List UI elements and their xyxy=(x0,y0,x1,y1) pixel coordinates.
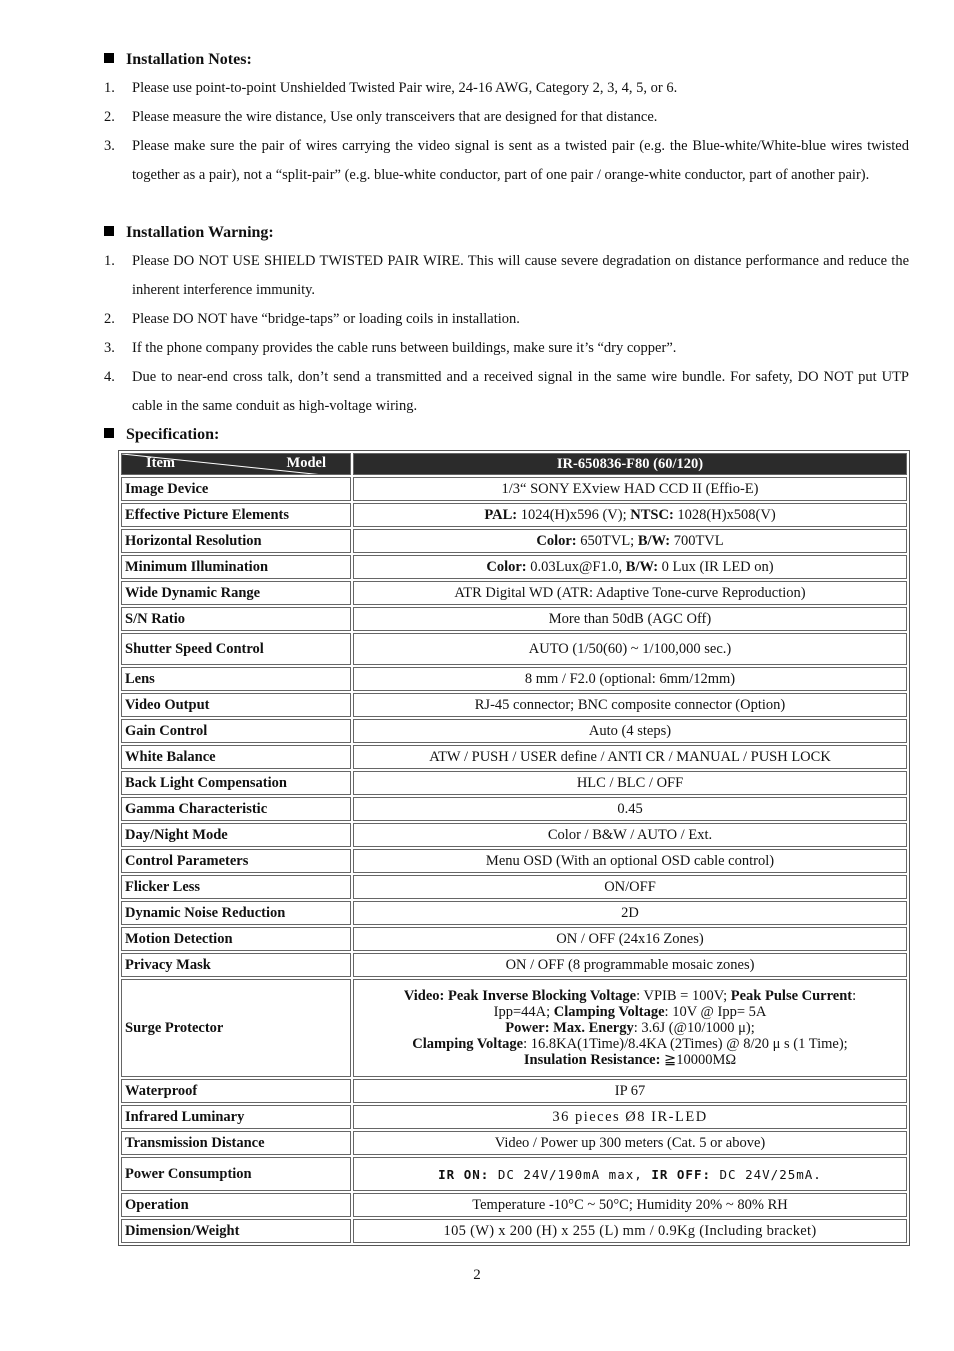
row-label: S/N Ratio xyxy=(121,607,351,631)
row-value: IR ON: DC 24V/190mA max, IR OFF: DC 24V/25mA. xyxy=(353,1157,907,1191)
row-value: Video: Peak Inverse Blocking Voltage: VPIB = 100V; Peak Pulse Current: Ipp=44A; Clamping Voltage: 10V @ Ipp= 5A Power: Max. Energy: 3.6J (@10/1000 μ); Clamping Voltage: 16.8KA(1Time)/8.4KA (2Times) @ 8/20 μ s (1 Time); Insulation Resistance: ≧10000MΩ xyxy=(353,979,907,1077)
row-label: Horizontal Resolution xyxy=(121,529,351,553)
list-item: 3. Please make sure the pair of wires carrying the video signal is sent as a twisted pair (e.g. the Blue-white/White-blue wires twisted together as a pair), not a “split-pair” (e.g. blue-white conductor, part of one pair / orange-white conductor, part of another pair). xyxy=(104,138,909,183)
row-value: PAL: 1024(H)x596 (V); NTSC: 1028(H)x508(V) xyxy=(353,503,907,527)
row-label: Image Device xyxy=(121,477,351,501)
row-label: Power Consumption xyxy=(121,1157,351,1191)
row-value: RJ-45 connector; BNC composite connector (Option) xyxy=(353,693,907,717)
row-value: AUTO (1/50(60) ~ 1/100,000 sec.) xyxy=(353,633,907,665)
row-label: Gamma Characteristic xyxy=(121,797,351,821)
table-row xyxy=(121,875,907,899)
row-value: IP 67 xyxy=(353,1079,907,1103)
row-value: HLC / BLC / OFF xyxy=(353,771,907,795)
row-label: Privacy Mask xyxy=(121,953,351,977)
section-installation-warning xyxy=(104,224,274,242)
row-value: Auto (4 steps) xyxy=(353,719,907,743)
table-row xyxy=(121,555,907,579)
list-item: 1. Please DO NOT USE SHIELD TWISTED PAIR WIRE. This will cause severe degradation on distance performance and reduce the inherent interference immunity. xyxy=(104,253,909,298)
row-label: Dynamic Noise Reduction xyxy=(121,901,351,925)
row-value: ON / OFF (8 programmable mosaic zones) xyxy=(353,953,907,977)
row-value: 105 (W) x 200 (H) x 255 (L) mm / 0.9Kg (Including bracket) xyxy=(353,1219,907,1243)
table-row xyxy=(121,1157,907,1191)
list-item: 1. Please use point-to-point Unshielded Twisted Pair wire, 24-16 AWG, Category 2, 3, 4, 5, or 6. xyxy=(104,80,678,96)
row-label: Video Output xyxy=(121,693,351,717)
table-row xyxy=(121,771,907,795)
row-label: Day/Night Mode xyxy=(121,823,351,847)
list-item: 4. Due to near-end cross talk, don’t send a transmitted and a received signal in the same wire bundle. For safety, DO NOT put UTP cable in the same conduit as high-voltage wiring. xyxy=(104,369,909,414)
table-row xyxy=(121,849,907,873)
table-row xyxy=(121,823,907,847)
table-header-row xyxy=(121,453,907,475)
specification-table xyxy=(118,450,910,1246)
header-item-label: Item xyxy=(146,455,175,471)
row-value: More than 50dB (AGC Off) xyxy=(353,607,907,631)
section-title: Specification: xyxy=(126,426,220,443)
square-bullet-icon xyxy=(104,226,114,236)
row-value: 1/3“ SONY EXview HAD CCD II (Effio-E) xyxy=(353,477,907,501)
row-label: Operation xyxy=(121,1193,351,1217)
section-specification xyxy=(104,426,219,444)
row-label: Back Light Compensation xyxy=(121,771,351,795)
table-row xyxy=(121,953,907,977)
table-row xyxy=(121,927,907,951)
table-row xyxy=(121,693,907,717)
square-bullet-icon xyxy=(104,53,114,63)
row-label: Waterproof xyxy=(121,1079,351,1103)
row-value: Menu OSD (With an optional OSD cable control) xyxy=(353,849,907,873)
row-label: Control Parameters xyxy=(121,849,351,873)
row-value: Color: 0.03Lux@F1.0, B/W: 0 Lux (IR LED on) xyxy=(353,555,907,579)
row-value: 2D xyxy=(353,901,907,925)
row-value: ON / OFF (24x16 Zones) xyxy=(353,927,907,951)
table-row xyxy=(121,797,907,821)
row-label: Surge Protector xyxy=(121,979,351,1077)
table-row xyxy=(121,1193,907,1217)
section-title: Installation Notes: xyxy=(126,51,252,68)
header-model-label: Model xyxy=(286,455,326,471)
header-item-model-cell xyxy=(121,453,351,475)
table-row xyxy=(121,503,907,527)
square-bullet-icon xyxy=(104,428,114,438)
table-row xyxy=(121,607,907,631)
table-row xyxy=(121,745,907,769)
row-value: Temperature -10°C ~ 50°C; Humidity 20% ~ 80% RH xyxy=(353,1193,907,1217)
section-installation-notes xyxy=(104,51,252,69)
row-value: 8 mm / F2.0 (optional: 6mm/12mm) xyxy=(353,667,907,691)
row-value: ATW / PUSH / USER define / ANTI CR / MANUAL / PUSH LOCK xyxy=(353,745,907,769)
table-row xyxy=(121,581,907,605)
table-row xyxy=(121,1219,907,1243)
table-row xyxy=(121,719,907,743)
header-model-name: IR-650836-F80 (60/120) xyxy=(353,453,907,475)
table-row xyxy=(121,529,907,553)
table-row xyxy=(121,979,907,1077)
row-value: 0.45 xyxy=(353,797,907,821)
row-label: Dimension/Weight xyxy=(121,1219,351,1243)
row-label: Lens xyxy=(121,667,351,691)
list-item: 2. Please DO NOT have “bridge-taps” or loading coils in installation. xyxy=(104,311,520,327)
row-value: Video / Power up 300 meters (Cat. 5 or above) xyxy=(353,1131,907,1155)
list-item: 3. If the phone company provides the cable runs between buildings, make sure it’s “dry copper”. xyxy=(104,340,677,356)
row-label: Infrared Luminary xyxy=(121,1105,351,1129)
section-title: Installation Warning: xyxy=(126,224,274,241)
row-label: Minimum Illumination xyxy=(121,555,351,579)
row-value: ATR Digital WD (ATR: Adaptive Tone-curve Reproduction) xyxy=(353,581,907,605)
table-row xyxy=(121,1105,907,1129)
list-item: 2. Please measure the wire distance, Use only transceivers that are designed for that distance. xyxy=(104,109,658,125)
row-label: White Balance xyxy=(121,745,351,769)
row-value: Color: 650TVL; B/W: 700TVL xyxy=(353,529,907,553)
row-label: Flicker Less xyxy=(121,875,351,899)
page-number: 2 xyxy=(473,1267,481,1283)
row-label: Shutter Speed Control xyxy=(121,633,351,665)
row-value: 36 pieces Ø8 IR-LED xyxy=(353,1105,907,1129)
row-label: Wide Dynamic Range xyxy=(121,581,351,605)
row-label: Gain Control xyxy=(121,719,351,743)
row-label: Effective Picture Elements xyxy=(121,503,351,527)
table-row xyxy=(121,1079,907,1103)
row-label: Transmission Distance xyxy=(121,1131,351,1155)
table-row xyxy=(121,477,907,501)
table-row xyxy=(121,633,907,665)
row-value: ON/OFF xyxy=(353,875,907,899)
row-value: Color / B&W / AUTO / Ext. xyxy=(353,823,907,847)
table-row xyxy=(121,1131,907,1155)
table-row xyxy=(121,667,907,691)
row-label: Motion Detection xyxy=(121,927,351,951)
table-row xyxy=(121,901,907,925)
